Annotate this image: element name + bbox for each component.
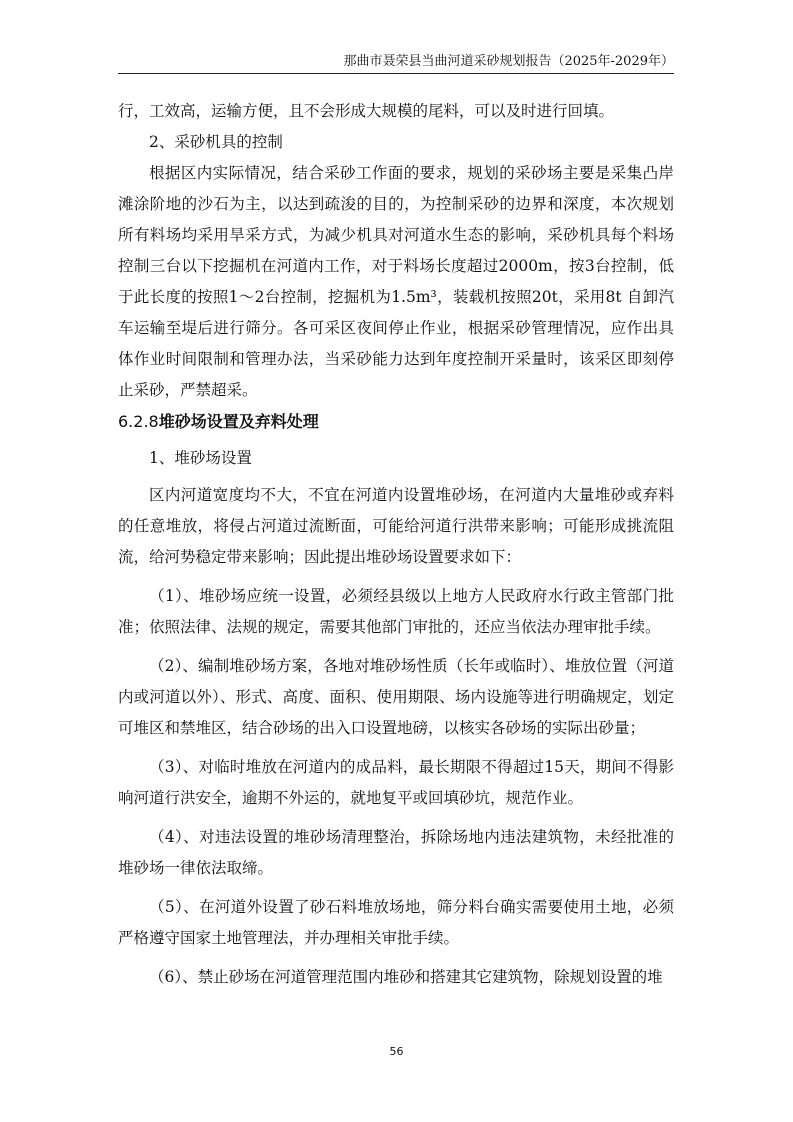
paragraph-continuation: 行，工效高，运输方便，且不会形成大规模的尾料，可以及时进行回填。	[118, 102, 615, 120]
list-item-6: （6）、禁止砂场在河道管理范围内堆砂和搭建其它建筑物，除规划设置的堆	[149, 968, 663, 986]
list-item-2: （2）、编制堆砂场方案，各地对堆砂场性质（长年或临时）、堆放位置（河道内或河道以外）、形式、高度、面积、使用期限、场内设施等进行明确规定，划定可堆区和禁堆区，结合砂场的出入口设置地磅，以核实各砂场的实际出砂量；	[118, 657, 674, 737]
list-item-1: （1）、堆砂场应统一设置，必须经县级以上地方人民政府水行政主管部门批准；依照法律、法规的规定，需要其他部门审批的，还应当依法办理审批手续。	[118, 587, 674, 636]
paragraph-stockpile-intro: 区内河道宽度均不大，不宜在河道内设置堆砂场，在河道内大量堆砂或弃料的任意堆放，将侵占河道过流断面，可能给河道行洪带来影响；可能形成挑流阻流，给河势稳定带来影响；因此提出堆砂场设置要求如下：	[118, 486, 674, 566]
header-rule	[118, 73, 674, 74]
page-content	[118, 96, 674, 993]
list-item-3: （3）、对临时堆放在河道内的成品料，最长期限不得超过15天，期间不得影响河道行洪安全，逾期不外运的，就地复平或回填砂坑，规范作业。	[118, 758, 674, 807]
page-header: 那曲市聂荣县当曲河道采砂规划报告（2025年-2029年）	[343, 54, 674, 69]
subheading-equipment-control: 2、采砂机具的控制	[149, 133, 283, 151]
section-heading	[118, 406, 674, 437]
paragraph-equipment-control: 根据区内实际情况，结合采砂工作面的要求，规划的采砂场主要是采集凸岸滩涂阶地的沙石为主，以达到疏浚的目的，为控制采砂的边界和深度，本次规划所有料场均采用旱采方式，为减少机具对河道水生态的影响，采砂机具每个料场控制三台以下挖掘机在河道内工作，对于料场长度超过2000m，按3台控制，低于此长度的按照1～2台控制，挖掘机为1.5m³，装载机按照20t，采用8t 自卸汽车运输至堤后进行筛分。各可采区夜间停止作业，根据采砂管理情况，应作出具体作业时间限制和管理办法，当采砂能力达到年度控制开采量时，该采区即刻停止采砂，严禁超采。	[118, 164, 674, 399]
subheading-stockpile: 1、堆砂场设置	[149, 449, 252, 467]
section-number: 6.2.8	[118, 412, 159, 431]
list-item-5: （5）、在河道外设置了砂石料堆放场地，筛分料台确实需要使用土地，必须严格遵守国家土地管理法，并办理相关审批手续。	[118, 898, 674, 947]
section-title: 堆砂场设置及弃料处理	[158, 412, 319, 431]
list-item-4: （4）、对违法设置的堆砂场清理整治，拆除场地内违法建筑物，未经批准的堆砂场一律依法取缔。	[118, 828, 674, 877]
page-number: 56	[389, 1045, 404, 1058]
